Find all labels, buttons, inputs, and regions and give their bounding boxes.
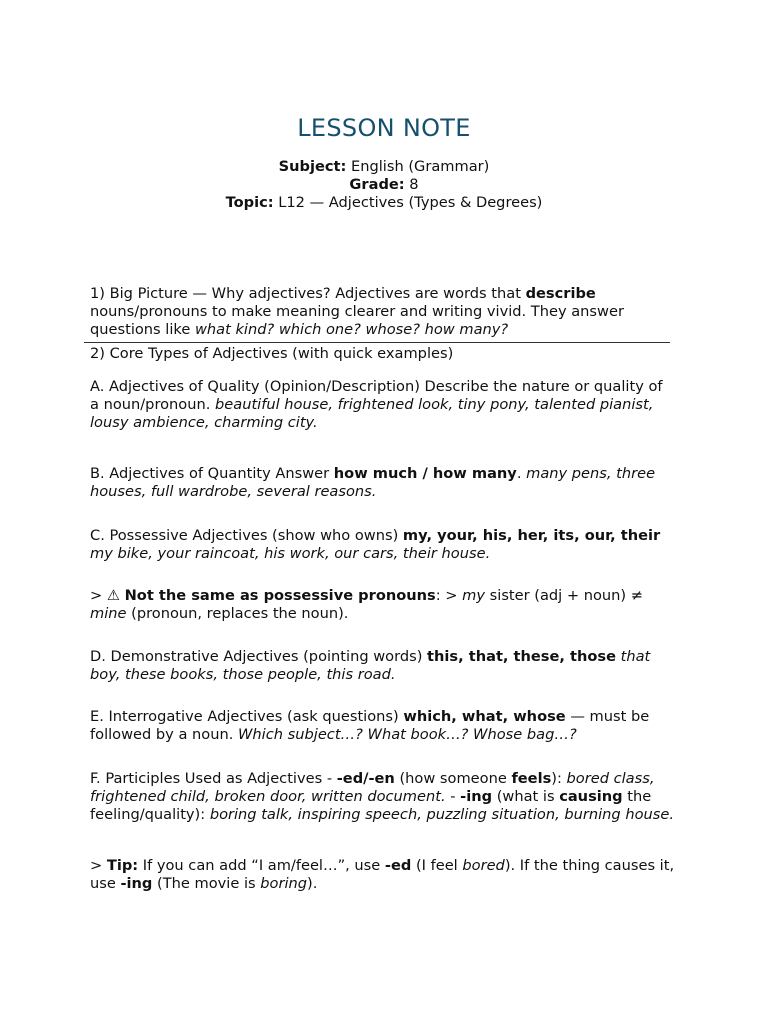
bold-text: -ing [460, 788, 493, 805]
paragraph-interrogative [90, 708, 675, 744]
text: (what is [492, 788, 560, 805]
text: ). If the thing causes it, use [90, 857, 675, 892]
italic-text: beautiful house, frightened look, tiny pony, talented pianist, lousy ambience, charming city. [90, 396, 654, 431]
text: the feeling/quality): [90, 788, 652, 823]
text: (pronoun, replaces the noun). [126, 605, 349, 622]
text: (how someone [394, 770, 512, 787]
horizontal-rule [84, 342, 670, 343]
subject-label: Subject: [278, 158, 347, 175]
subject-value: English (Grammar) [346, 158, 490, 175]
topic-line [0, 194, 768, 212]
italic-text: boring [260, 875, 308, 892]
italic-text: bored class, frightened child, broken door, written document. [90, 770, 655, 805]
paragraph-quality [90, 378, 675, 432]
text: (I feel [411, 857, 463, 874]
text: ). [307, 875, 318, 892]
italic-text: Which subject…? What book…? Whose bag…? [238, 726, 577, 743]
bold-text: -ed [384, 857, 412, 874]
text: : > [435, 587, 463, 604]
grade-line [0, 176, 768, 194]
bold-text: how much / how many [333, 465, 517, 482]
subject-line [0, 158, 768, 176]
text: > [90, 857, 107, 874]
bold-text: -ed/-en [336, 770, 395, 787]
bold-text: my, your, his, her, its, our, their [402, 527, 661, 544]
tip-note [90, 857, 675, 893]
text: F. Participles Used as Adjectives - [90, 770, 337, 787]
bold-text: which, what, whose [403, 708, 566, 725]
page-title: LESSON NOTE [297, 114, 471, 142]
tip-label: Tip: [106, 857, 139, 874]
italic-text: mine [90, 605, 127, 622]
italic-text: bored [462, 857, 505, 874]
italic-text: my [462, 587, 486, 604]
italic-text: what kind? which one? whose? how many? [194, 321, 509, 338]
topic-label: Topic: [225, 194, 274, 211]
warning-note [90, 587, 675, 623]
bold-text: Not the same as possessive pronouns [124, 587, 436, 604]
bold-text: -ing [120, 875, 153, 892]
text: (The movie is [152, 875, 261, 892]
text: E. Interrogative Adjectives (ask questions) [90, 708, 404, 725]
text: - [445, 788, 461, 805]
topic-value: L12 — Adjectives (Types & Degrees) [273, 194, 543, 211]
italic-text: that boy, these books, those people, this road. [90, 648, 651, 683]
text: D. Demonstrative Adjectives (pointing words) [90, 648, 428, 665]
bold-text: this, that, these, those [427, 648, 616, 665]
text: B. Adjectives of Quantity Answer [90, 465, 334, 482]
paragraph-quantity [90, 465, 675, 501]
text: nouns/pronouns to make meaning clearer and writing vivid. They answer questions like [90, 303, 624, 338]
bold-text: describe [525, 285, 596, 302]
text: 1) Big Picture — Why adjectives? Adjectives are words that [90, 285, 526, 302]
warning-icon: > ⚠ [90, 587, 125, 604]
text: — must be followed by a noun. [90, 708, 650, 743]
italic-text: boring talk, inspiring speech, puzzling situation, burning house. [209, 806, 674, 823]
text: ): [551, 770, 567, 787]
text: A. Adjectives of Quality (Opinion/Description) Describe the nature or quality of a noun/pronoun. [90, 378, 663, 413]
bold-text: causing [559, 788, 623, 805]
paragraph-demonstrative [90, 648, 675, 684]
text: . [516, 465, 527, 482]
italic-text: many pens, three houses, full wardrobe, several reasons. [90, 465, 656, 500]
italic-text: my bike, your raincoat, his work, our cars, their house. [90, 545, 491, 562]
bold-text: feels [511, 770, 552, 787]
grade-value: 8 [404, 176, 419, 193]
text: sister (adj + noun) ≠ [485, 587, 643, 604]
section-big-picture [90, 285, 675, 339]
paragraph-participles [90, 770, 675, 824]
grade-label: Grade: [349, 176, 405, 193]
paragraph-possessive [90, 527, 675, 563]
text: If you can add “I am/feel…”, use [138, 857, 385, 874]
section-core-types-heading: 2) Core Types of Adjectives (with quick examples) [90, 345, 454, 362]
text: C. Possessive Adjectives (show who owns) [90, 527, 403, 544]
